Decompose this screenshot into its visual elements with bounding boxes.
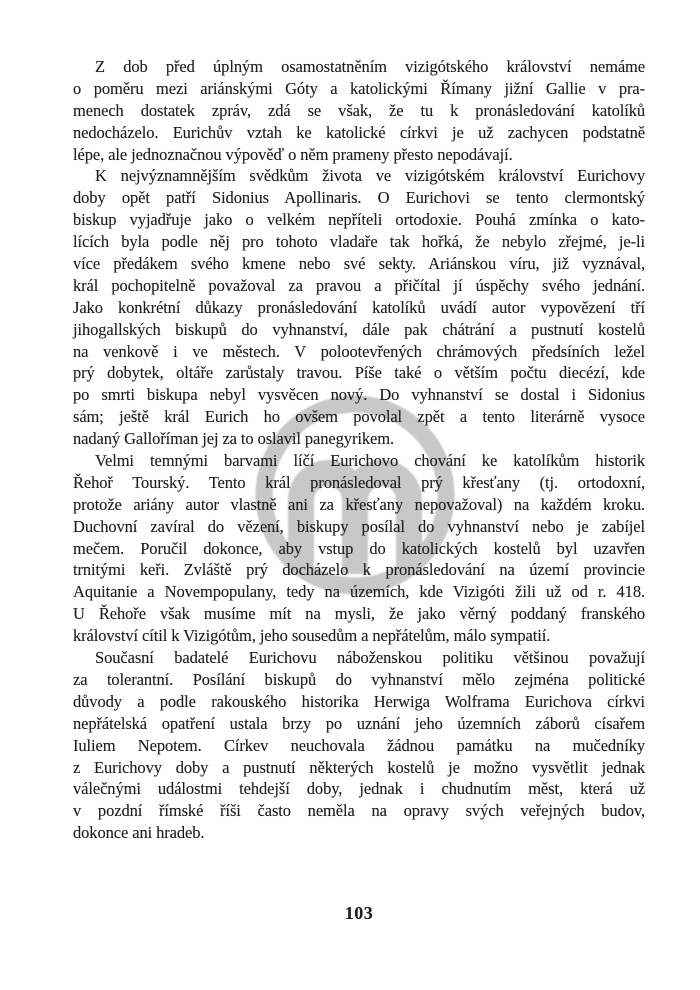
text-line: menech dostatek zpráv, zdá se však, že tu k pronásledování katolíků [73,100,645,120]
text-line: důvody a podle rakouského historika Herwiga Wolframa Eurichova církvi [73,691,645,711]
text-line: království cítil k Vizigótům, jeho sousedům a nepřátelům, málo sympatií. [73,626,551,646]
text-line: nadaný Galloříman jej za to oslavil panegyrikem. [73,429,394,449]
text-line: král pochopitelně považoval za pravou a přičítal jí úspěchy svého jednání. [73,275,645,295]
text-line: Řehoř Tourský. Tento král pronásledoval prý křesťany (tj. ortodoxní, [73,472,645,492]
text-line: více předákem svého kmene nebo své sekty. Ariánskou víru, již vyznával, [73,254,645,274]
text-line: Velmi temnými barvami líčí Eurichovo chování ke katolíkům historik [95,451,645,471]
paragraph [73,647,645,844]
text-line: v pozdní římské říši často neměla na opravy svých veřejných budov, [73,801,645,821]
text-line: K nejvýznamnějším svědkům života ve vizigótském království Eurichovy [95,166,645,186]
text-line: nepřátelská opatření ustala brzy po uznání jeho územních záborů císařem [73,713,645,733]
text-line: o poměru mezi ariánskými Góty a katolickými Římany jižní Gallie v pra- [73,78,645,98]
text-line: nedocházelo. Eurichův vztah ke katolické církvi je už zachycen podstatně [73,122,645,142]
paragraph [73,450,645,647]
text-line: válečnými událostmi tehdejší doby, jednak i chudnutím měst, která už [73,779,645,799]
text-line: z Eurichovy doby a pustnutí některých kostelů je možno vysvětlit jednak [73,757,645,777]
text-line: Jako konkrétní důkazy pronásledování katolíků uvádí autor vypovězení tří [73,297,645,317]
text-line: U Řehoře však musíme mít na mysli, že jako věrný poddaný franského [73,604,645,624]
text-line: biskup vyjadřuje jako o velkém nepříteli ortodoxie. Pouhá zmínka o kato- [73,210,645,230]
text-line: za tolerantní. Posílání biskupů do vyhnanství mělo zejména politické [73,669,645,689]
text-line: Duchovní zavíral do vězení, biskupy posílal do vyhnanství nebo je zabíjel [73,516,645,536]
paragraph [73,165,645,450]
text-line: dokonce ani hradeb. [73,823,205,843]
text-line: po smrti biskupa nebyl vysvěcen nový. Do vyhnanství se dostal i Sidonius [73,385,645,405]
text-line: Z dob před úplným osamostatněním vizigótského království nemáme [95,57,645,76]
text-line: lících byla podle něj pro tohoto vladaře tak hořká, že nebylo zřejmé, je-li [73,232,645,252]
text-line: protože ariány autor vlastně ani za křesťany nepovažoval) na každém kroku. [73,494,645,514]
text-line: sám; ještě král Eurich ho ovšem povolal zpět a tento literárně vysoce [73,407,645,427]
text-line: Současní badatelé Eurichovu náboženskou politiku většinou považují [95,648,645,668]
text-line: mečem. Poručil dokonce, aby vstup do katolických kostelů byl uzavřen [73,538,645,558]
text-line: trnitými keři. Zvláště prý docházelo k pronásledování na území provincie [73,560,645,580]
text-line: prý dobytek, oltáře zarůstaly travou. Píše také o větším počtu diecézí, kde [73,363,645,383]
page-number: 103 [344,903,374,923]
paragraph [73,56,645,165]
text-line: Iuliem Nepotem. Církev neuchovala žádnou památku na mučedníky [73,735,645,755]
text-line: jihogallských biskupů do vyhnanství, dále pak chátrání a pustnutí kostelů [73,319,645,339]
text-line: Aquitanie a Novempopulany, tedy na územích, kde Vizigóti žili už od r. 418. [73,582,645,602]
text-line: na venkově i ve městech. V polootevřených chrámových předsíních ležel [73,341,645,361]
page-text [73,56,645,844]
text-line: doby opět patří Sidonius Apollinaris. O Eurichovi se tento clermontský [73,188,645,208]
text-line: lépe, ale jednoznačnou výpověď o něm prameny přesto nepodávají. [73,144,513,164]
